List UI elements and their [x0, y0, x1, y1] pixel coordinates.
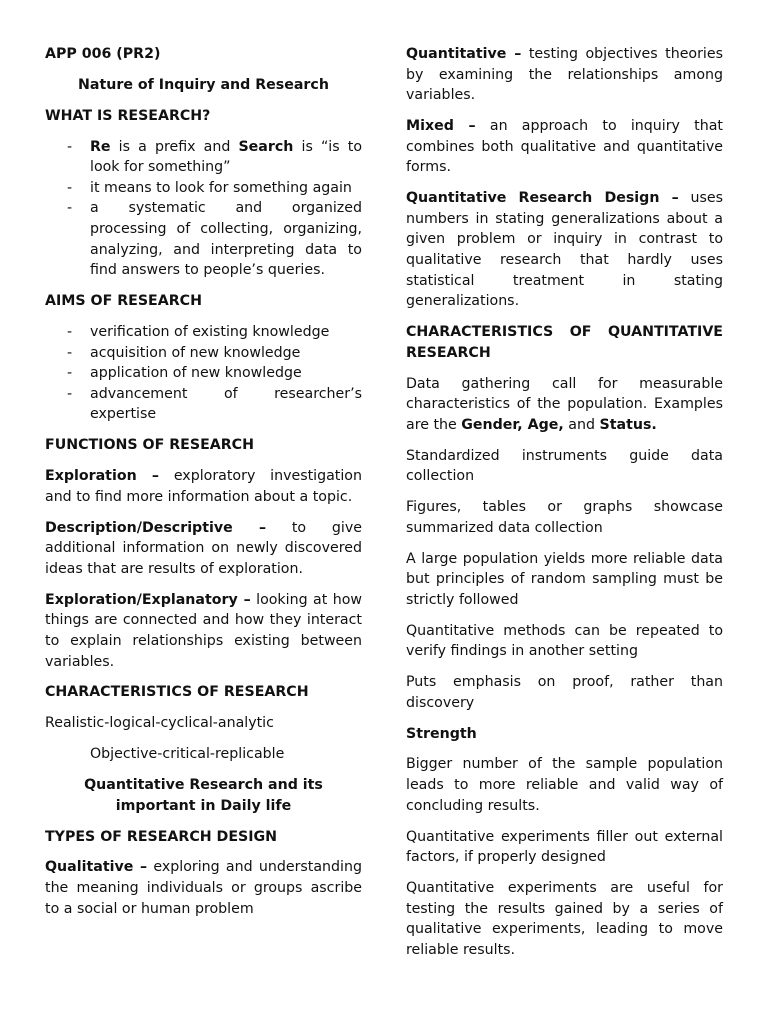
term-quantitative-research-design: Quantitative Research Design – [406, 190, 679, 207]
list-item-text: a systematic and organized processing of collecting, organizing, analyzing, and interpreting data to find answers to people’s queries. [90, 200, 362, 279]
list-item-text: acquisition of new knowledge [90, 344, 301, 361]
strength-heading: Strength [406, 725, 477, 742]
quant-characteristics-heading: CHARACTERISTICS OF QUANTITATIVE RESEARCH [406, 324, 723, 361]
what-is-research-heading: WHAT IS RESEARCH? [45, 107, 211, 124]
term-re: Re [90, 138, 111, 155]
quant-characteristics-p4: A large population yields more reliable data but principles of random sampling must be strictly followed [406, 550, 723, 608]
aims-list [45, 322, 362, 425]
list-item-text: is “is to look for something” [90, 138, 363, 176]
paragraph-text: exploring and understanding the meaning individuals or groups ascribe to a social or human problem [45, 859, 362, 917]
list-item: - a systematic and organized processing of collecting, organizing, analyzing, and interpreting data to find answers to people’s queries. [67, 200, 362, 279]
list-item: - advancement of researcher’s expertise [67, 385, 362, 423]
strength-p1: Bigger number of the sample population leads to more reliable and valid way of concluding results. [406, 756, 723, 814]
term-mixed: Mixed – [406, 118, 476, 135]
term-explanatory: Exploration/Explanatory – [45, 591, 251, 608]
term-qualitative: Qualitative – [45, 859, 148, 876]
quant-characteristics-p1 [406, 374, 723, 436]
characteristics-line-2: Objective-critical-replicable [90, 746, 285, 763]
list-item: - application of new knowledge [67, 365, 302, 382]
qrd-paragraph [406, 188, 723, 312]
paragraph-text: testing objectives theories by examining the relationships among variables. [406, 46, 723, 104]
qualitative-paragraph [45, 857, 362, 919]
term-status: Status. [599, 416, 657, 433]
left-column [45, 44, 362, 930]
paragraph-text: exploratory investigation and to find more information about a topic. [45, 468, 362, 505]
list-item-text: verification of existing knowledge [90, 324, 330, 341]
document-subtitle: Nature of Inquiry and Research [78, 76, 329, 93]
term-exploration: Exploration – [45, 468, 160, 485]
description-paragraph [45, 518, 362, 580]
exploration-paragraph [45, 466, 362, 507]
strength-p3: Quantitative experiments are useful for testing the results gained by a series of qualitative experiments, leading to move reliable results. [406, 880, 723, 958]
list-item: - acquisition of new knowledge [67, 344, 301, 361]
paragraph-text: and [563, 416, 600, 433]
strength-p2: Quantitative experiments filler out external factors, if properly designed [406, 828, 723, 866]
quant-characteristics-p6: Puts emphasis on proof, rather than discovery [406, 674, 723, 711]
quant-characteristics-p3: Figures, tables or graphs showcase summarized data collection [406, 499, 723, 536]
list-item: - it means to look for something again [67, 179, 352, 196]
right-column [406, 44, 723, 971]
paragraph-text: looking at how things are connected and how they interact to explain relationships existing between variables. [45, 591, 362, 670]
course-code: APP 006 (PR2) [45, 46, 161, 62]
list-item-text: is a prefix and [110, 138, 239, 155]
list-item-text: application of new knowledge [90, 365, 302, 382]
paragraph-text: uses numbers in stating generalizations about a given problem or inquiry in contrast to qualitative research that hardly uses statistical treatment in stating generalizations. [406, 190, 723, 310]
explanatory-paragraph [45, 590, 362, 672]
term-description: Description/Descriptive – [45, 519, 267, 536]
term-search: Search [238, 138, 294, 155]
functions-heading: FUNCTIONS OF RESEARCH [45, 437, 254, 454]
what-is-research-list [45, 137, 362, 281]
importance-heading: Quantitative Research and its important in Daily life [84, 777, 323, 814]
paragraph-text: to give additional information on newly discovered ideas that are results of exploration. [45, 519, 362, 577]
mixed-paragraph [406, 116, 723, 178]
list-item-text: advancement of researcher’s expertise [90, 385, 362, 423]
quantitative-paragraph [406, 44, 723, 106]
types-heading: TYPES OF RESEARCH DESIGN [45, 828, 278, 845]
quant-characteristics-p5: Quantitative methods can be repeated to verify findings in another setting [406, 622, 723, 660]
list-item-text: it means to look for something again [90, 179, 352, 196]
characteristics-line-1: Realistic-logical-cyclical-analytic [45, 715, 274, 732]
characteristics-heading: CHARACTERISTICS OF RESEARCH [45, 684, 309, 701]
paragraph-text: Data gathering call for measurable characteristics of the population. Examples are the [406, 375, 723, 433]
aims-heading: AIMS OF RESEARCH [45, 293, 202, 310]
paragraph-text: an approach to inquiry that combines both qualitative and quantitative forms. [406, 118, 723, 176]
list-item: - verification of existing knowledge [67, 324, 330, 341]
quant-characteristics-p2: Standardized instruments guide data collection [406, 447, 723, 485]
list-item: - Re is a prefix and Search is “is to look for something” [67, 138, 363, 176]
term-gender-age: Gender, Age, [461, 416, 564, 433]
term-quantitative: Quantitative – [406, 46, 522, 62]
